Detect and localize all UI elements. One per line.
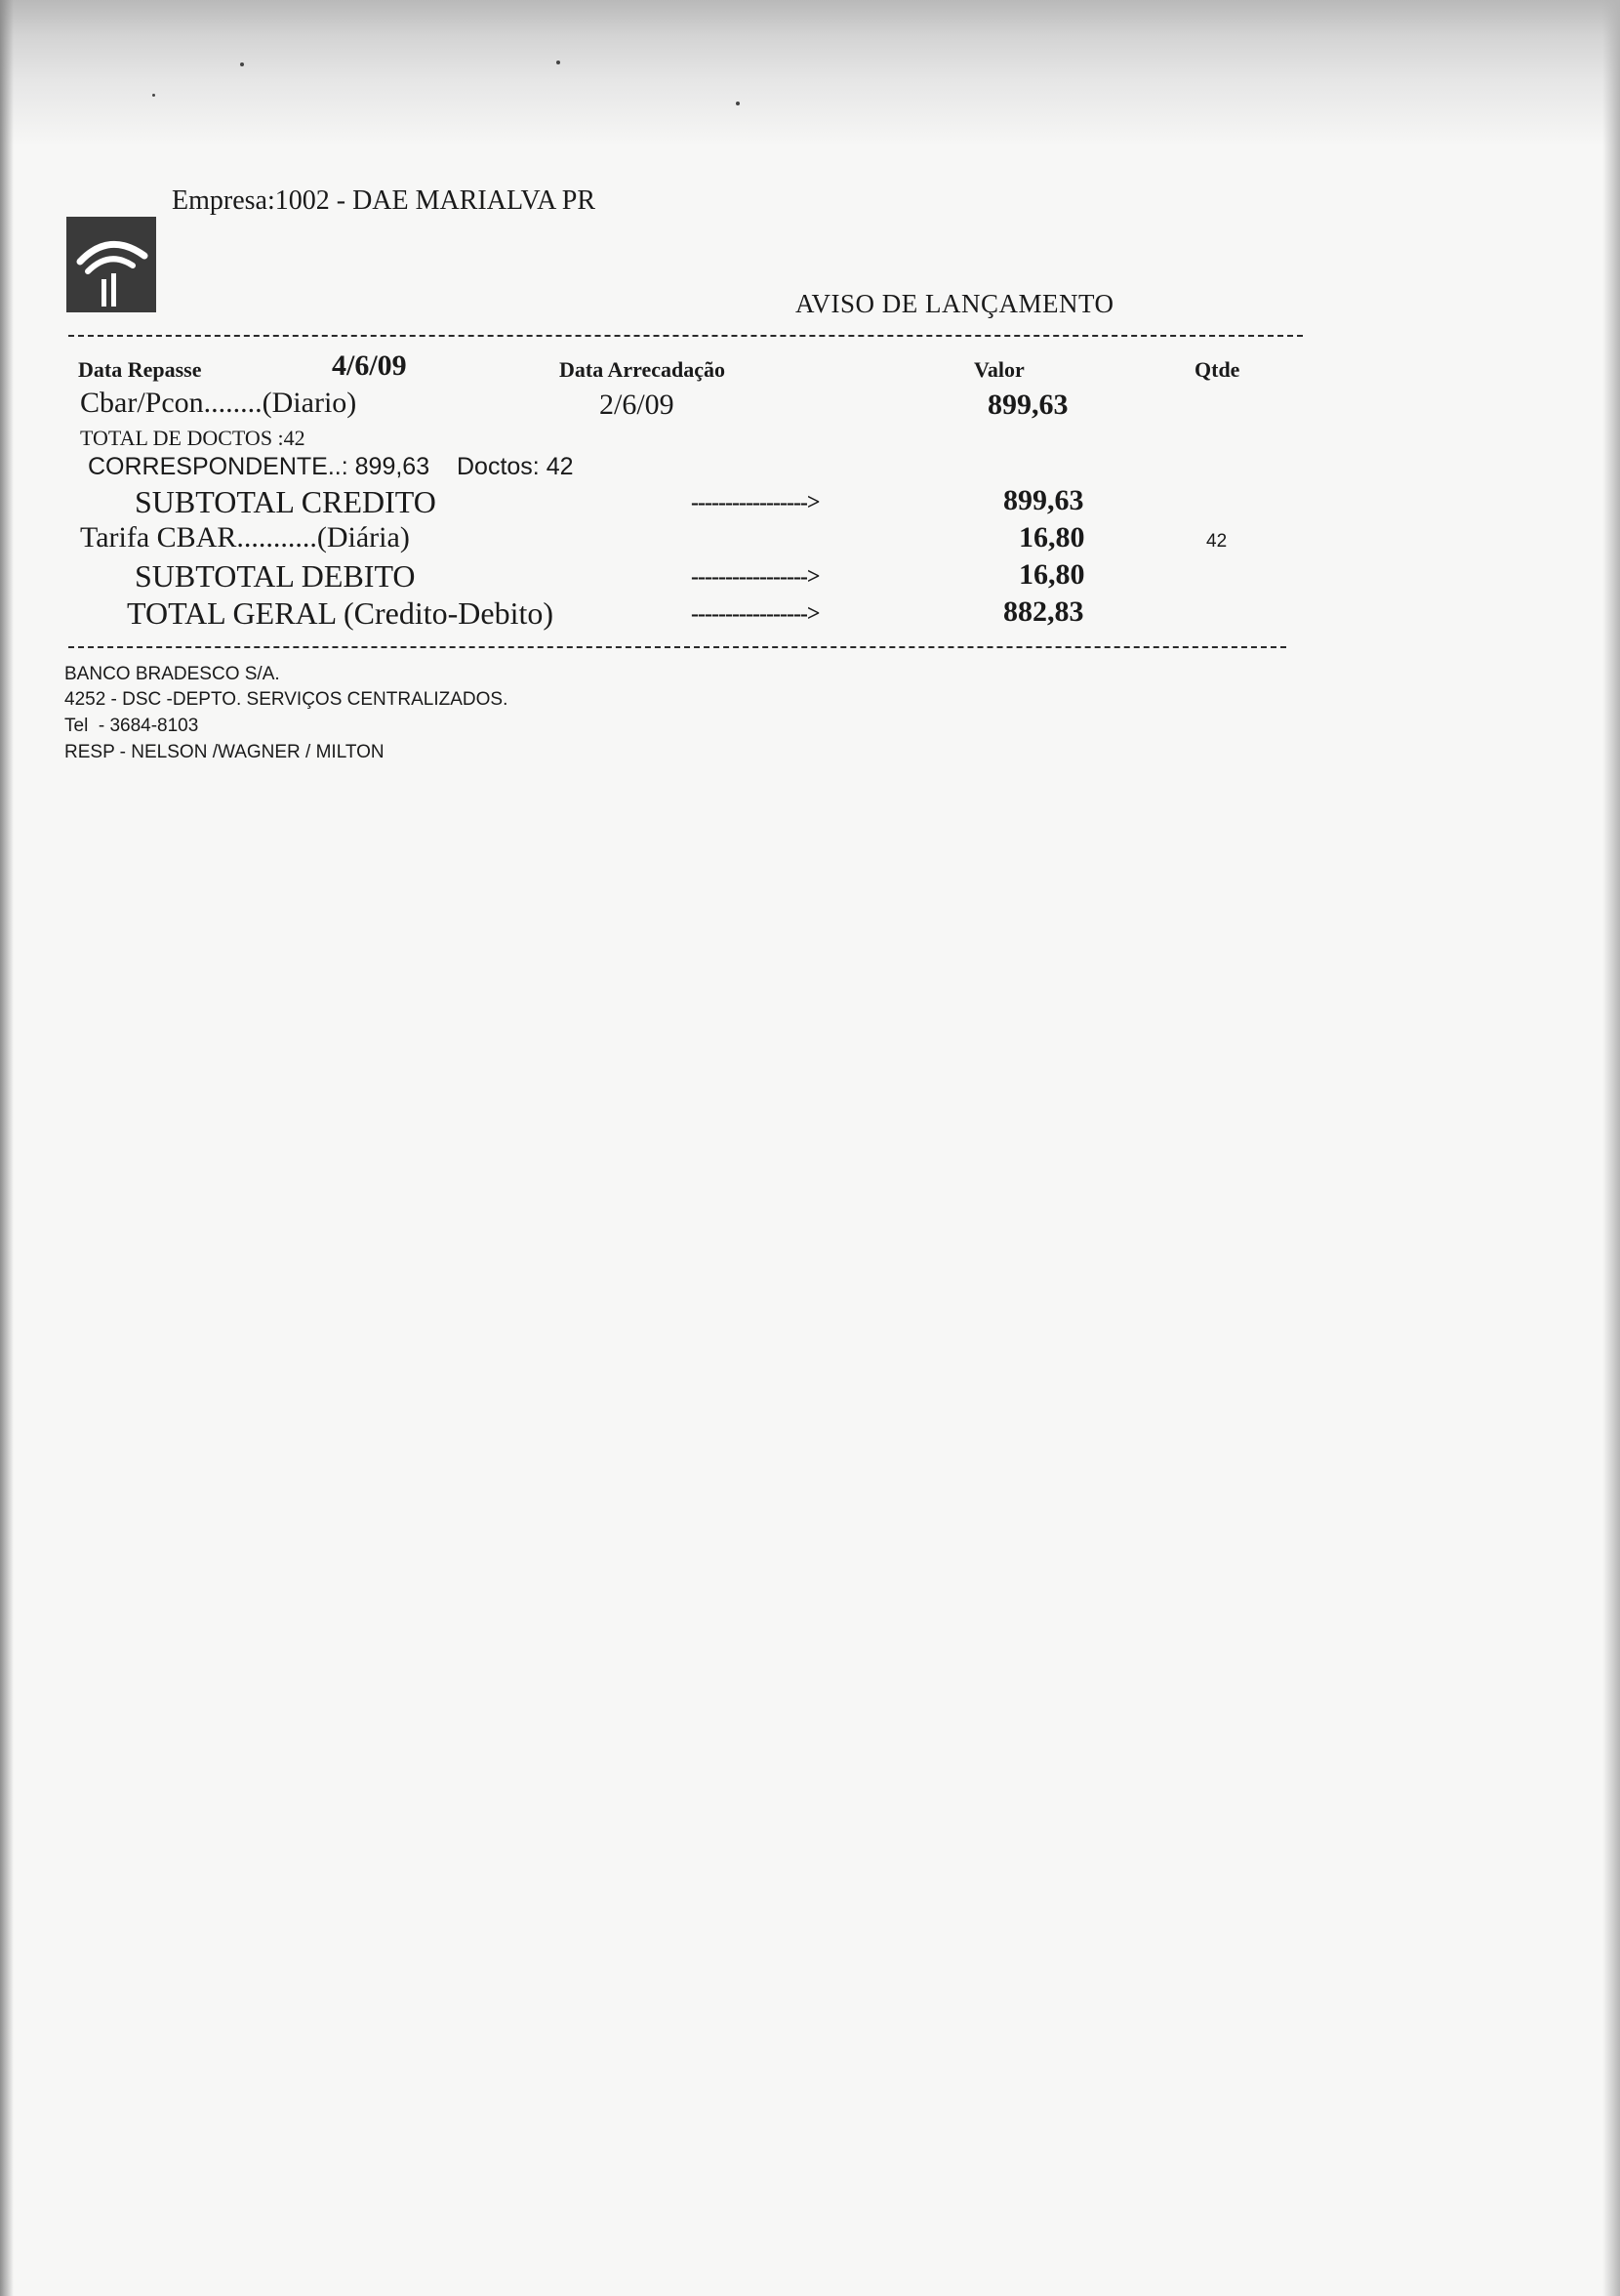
footer-department: 4252 - DSC -DEPTO. SERVIÇOS CENTRALIZADOS. [64, 689, 508, 710]
subtotal-credito-label: SUBTOTAL CREDITO [135, 484, 436, 519]
subtotal-credito-arrow: -----------------> [691, 490, 820, 515]
footer-bank: BANCO BRADESCO S/A. [64, 664, 280, 684]
scan-shadow-right [1602, 0, 1620, 2296]
tarifa-qtde: 42 [1206, 531, 1228, 552]
valor-label: Valor [974, 357, 1025, 382]
doctos-count: Doctos: 42 [457, 453, 574, 480]
qtde-label: Qtde [1195, 357, 1240, 382]
scan-speck [556, 61, 560, 64]
cbar-label: Cbar/Pcon........(Diario) [80, 387, 357, 419]
subtotal-debito-label: SUBTOTAL DEBITO [135, 558, 416, 594]
bradesco-logo-icon [66, 217, 156, 312]
data-repasse-label: Data Repasse [78, 357, 202, 382]
data-arrecadacao-label: Data Arrecadação [559, 357, 726, 382]
footer-responsible: RESP - NELSON /WAGNER / MILTON [64, 742, 385, 762]
subtotal-debito-arrow: -----------------> [691, 564, 820, 590]
correspondente: CORRESPONDENTE..: 899,63 [88, 453, 430, 480]
subtotal-credito-value: 899,63 [1003, 484, 1084, 516]
scan-speck [736, 102, 740, 105]
divider-top [68, 335, 1303, 337]
data-repasse-value: 4/6/09 [332, 349, 407, 382]
cbar-date: 2/6/09 [599, 389, 674, 421]
footer-phone: Tel - 3684-8103 [64, 716, 199, 736]
total-geral-arrow: -----------------> [691, 601, 820, 627]
tarifa-label: Tarifa CBAR...........(Diária) [80, 521, 410, 554]
subtotal-debito-value: 16,80 [1019, 558, 1085, 591]
scan-shadow-left [0, 0, 14, 2296]
divider-bottom [68, 646, 1286, 648]
scan-speck [152, 94, 155, 97]
cbar-value: 899,63 [988, 389, 1069, 421]
total-geral-value: 882,83 [1003, 595, 1084, 628]
empresa-line: Empresa:1002 - DAE MARIALVA PR [172, 185, 596, 216]
total-geral-label: TOTAL GERAL (Credito-Debito) [127, 595, 554, 631]
tarifa-value: 16,80 [1019, 521, 1085, 554]
scan-speck [240, 62, 244, 66]
scan-shadow-top [0, 0, 1620, 146]
document-title: AVISO DE LANÇAMENTO [795, 289, 1114, 318]
total-doctos: TOTAL DE DOCTOS :42 [80, 426, 305, 450]
